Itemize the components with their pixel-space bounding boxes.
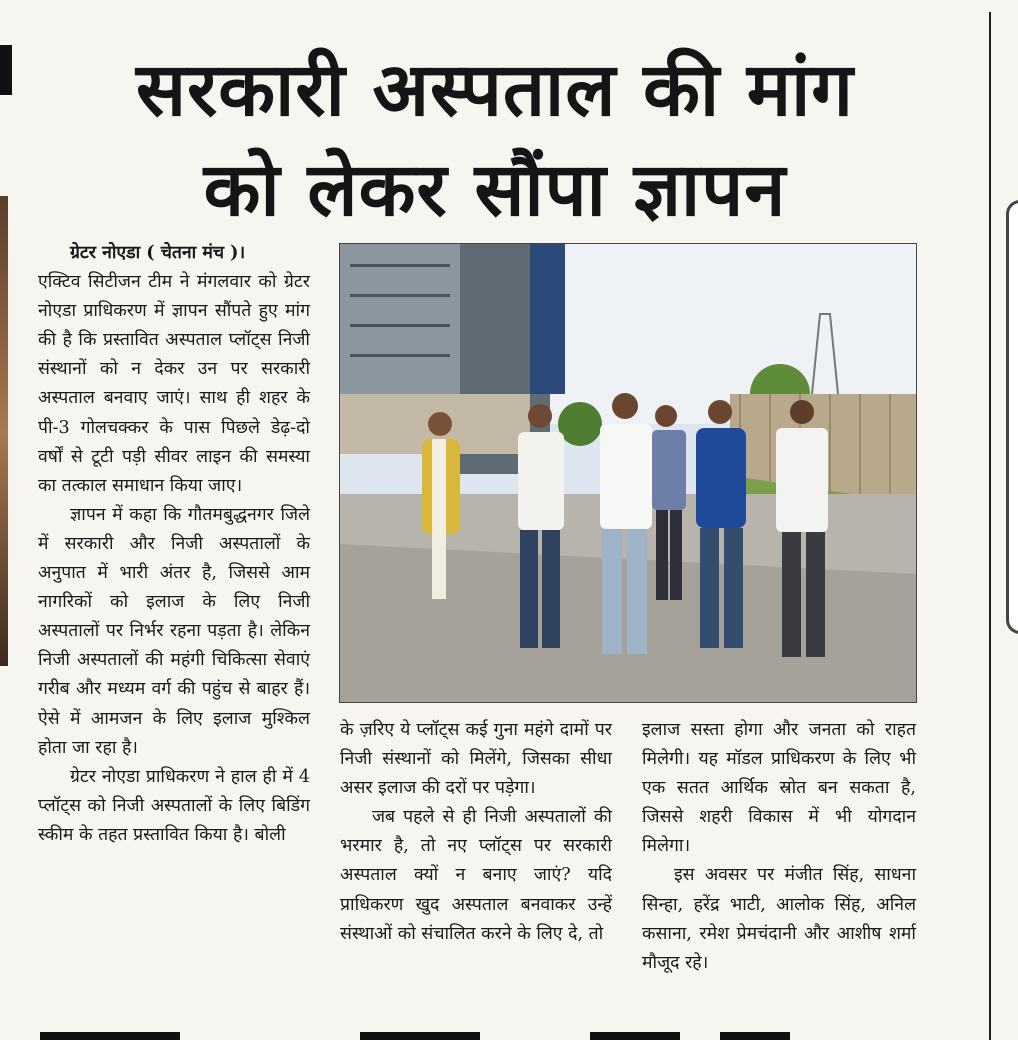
headline-line-1: सरकारी अस्पताल की मांग [136, 47, 854, 133]
article-column-3 [642, 716, 916, 978]
paragraph: के ज़रिए ये प्लॉट्स कई गुना महंगे दामों पर निजी संस्थानों को मिलेंगे, जिसका सीधा असर इलाज की दरों पर पड़ेगा। [340, 720, 612, 799]
previous-photo-fragment [0, 196, 8, 666]
news-photo [339, 243, 917, 703]
next-headline-fragment [30, 1028, 980, 1040]
paragraph: इस अवसर पर मंजीत सिंह, साधना सिन्हा, हरेंद्र भाटी, आलोक सिंह, अनिल कसाना, रमेश प्रेमचंदानी और आशीष शर्मा मौजूद रहे। [642, 865, 916, 973]
paragraph: इलाज सस्ता होगा और जनता को राहत मिलेगी। यह मॉडल प्राधिकरण के लिए भी एक सतत आर्थिक स्रोत बन सकता है, जिससे शहरी विकास में भी योगदान मिलेगा। [642, 720, 916, 857]
paragraph: ग्रेटर नोएडा प्राधिकरण ने हाल ही में 4 प्लॉट्स को निजी अस्पतालों के लिए बिडिंग स्कीम के तहत प्रस्तावित किया है। बोली [38, 766, 310, 845]
previous-headline-fragment [0, 45, 12, 95]
next-page-edge [1006, 200, 1018, 634]
headline-line-2: को लेकर सौंपा ज्ञापन [203, 147, 787, 233]
paragraph: एक्टिव सिटीजन टीम ने मंगलवार को ग्रेटर नोएडा प्राधिकरण में ज्ञापन सौंपते हुए मांग की है कि प्रस्तावित अस्पताल प्लॉट्स निजी संस्थानों को न देकर उन पर सरकारी अस्पताल बनवाए जाएं। साथ ही शहर के पी-3 गोलचक्कर के पास पिछले डेढ़-दो वर्षों से टूटी पड़ी सीवर लाइन की समस्या का तत्काल समाधान किया जाए। [38, 272, 310, 496]
paragraph: ज्ञापन में कहा कि गौतमबुद्धनगर जिले में सरकारी और निजी अस्पतालों के अनुपात में भारी अंतर है, जिससे आम नागरिकों को इलाज के लिए निजी अस्पतालों पर निर्भर रहना पड़ता है। लेकिन निजी अस्पतालों की महंगी चिकित्सा सेवाएं गरीब और मध्यम वर्ग की पहुंच से बाहर हैं। ऐसे में आमजन के लिए इलाज मुश्किल होता जा रहा है। [38, 504, 310, 758]
previous-column-edge [0, 0, 14, 1040]
column-divider [989, 12, 991, 1040]
article-column-1 [38, 238, 310, 1010]
article-column-2 [340, 716, 612, 949]
dateline: ग्रेटर नोएडा ( चेतना मंच )। [70, 242, 246, 263]
paragraph: जब पहले से ही निजी अस्पतालों की भरमार है, तो नए प्लॉट्स पर सरकारी अस्पताल क्यों न बनाए जाएं? यदि प्राधिकरण खुद अस्पताल बनवाकर उन्हें संस्थाओं को संचालित करने के लिए दे, तो [340, 807, 612, 944]
group-walking-photo [340, 244, 916, 702]
article-headline [20, 40, 970, 240]
